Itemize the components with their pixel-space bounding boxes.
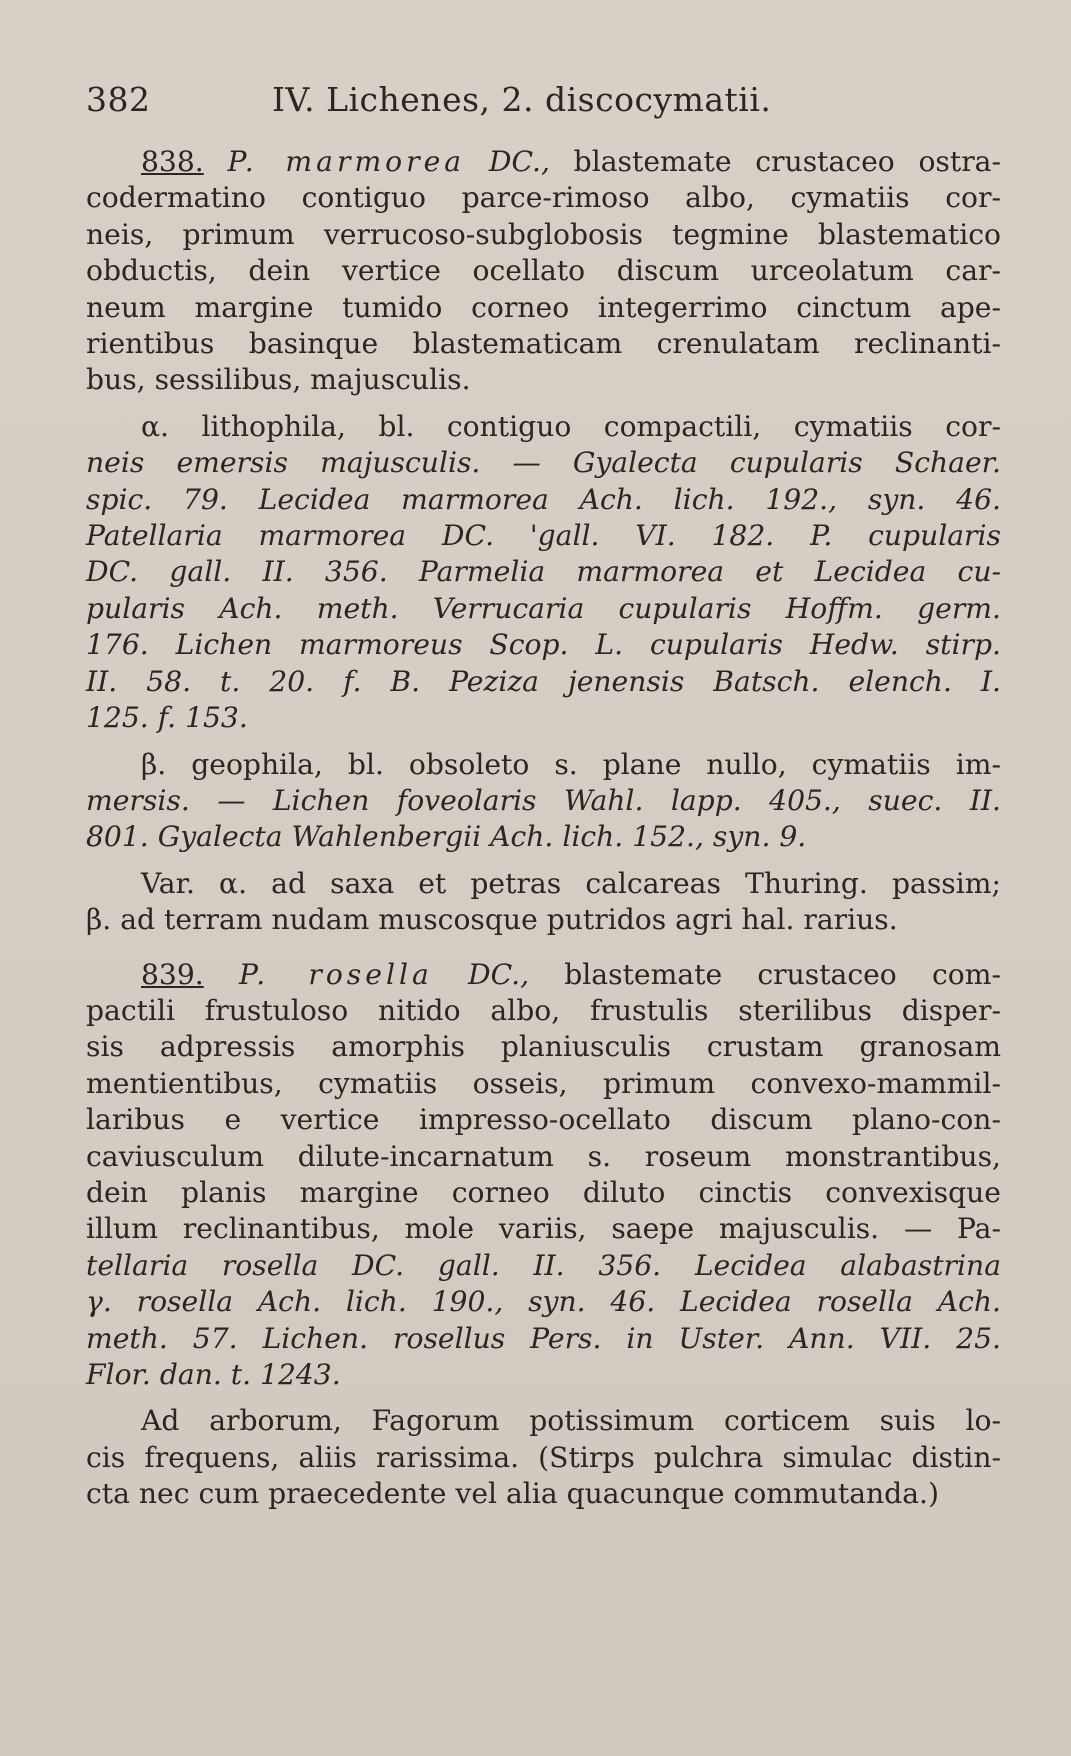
variety-alpha-line: spic. 79. Lecidea marmorea Ach. lich. 192., syn. 46.	[86, 482, 1001, 516]
variety-alpha	[86, 409, 1001, 737]
entry-839-line	[86, 957, 1001, 993]
running-title: IV. Lichenes, 2. discocymatii.	[272, 80, 772, 119]
habitat-838-line: β. ad terram nudam muscosque putridos agri hal. rarius.	[86, 903, 898, 937]
entry-839-text: blastemate crustaceo com-	[564, 957, 1001, 991]
entry-838-number: 838.	[141, 145, 204, 178]
running-head	[86, 80, 1001, 126]
entry-839	[86, 957, 1001, 1394]
entry-839-line: γ. rosella Ach. lich. 190., syn. 46. Lecidea rosella Ach.	[86, 1285, 1001, 1319]
habitat-839-line: cis frequens, aliis rarissima. (Stirps pulchra simulac distin-	[86, 1440, 1001, 1474]
entry-839-line: caviusculum dilute-incarnatum s. roseum monstrantibus,	[86, 1139, 1001, 1173]
entry-839-line: meth. 57. Lichen. rosellus Pers. in Uster. Ann. VII. 25.	[86, 1321, 1001, 1355]
entry-839-line: sis adpressis amorphis planiusculis crustam granosam	[86, 1030, 1001, 1064]
variety-alpha-line: 125. f. 153.	[86, 701, 248, 735]
entry-838-author: DC.,	[488, 145, 550, 178]
entry-838-text: blastemate crustaceo ostra-	[573, 145, 1002, 178]
entry-839-line: illum reclinantibus, mole variis, saepe majusculis. — Pa-	[86, 1212, 1001, 1246]
variety-alpha-line: pularis Ach. meth. Verrucaria cupularis Hoffm. germ.	[86, 591, 1001, 625]
page-number: 382	[86, 80, 151, 119]
entry-838-name: P. marmorea	[227, 145, 466, 178]
entry-838-line: bus, sessilibus, majusculis.	[86, 363, 471, 397]
entry-838-line: obductis, dein vertice ocellato discum urceolatum car-	[86, 254, 1001, 288]
variety-alpha-line: 176. Lichen marmoreus Scop. L. cupularis Hedw. stirp.	[86, 628, 1001, 662]
entry-838-line: codermatino contiguo parce-rimoso albo, cymatiis cor-	[86, 181, 1001, 215]
entry-839-number: 839.	[141, 957, 204, 991]
habitat-838-line: Var. α. ad saxa et petras calcareas Thuring. passim;	[141, 866, 1001, 900]
habitat-839-line: cta nec cum praecedente vel alia quacunque commutanda.)	[86, 1477, 939, 1511]
variety-alpha-line: Patellaria marmorea DC. 'gall. VI. 182. P. cupularis	[86, 519, 1001, 553]
habitat-839	[86, 1403, 1001, 1512]
entry-839-line: Flor. dan. t. 1243.	[86, 1358, 341, 1391]
entry-838-line: rientibus basinque blastematicam crenulatam reclinanti-	[86, 327, 1001, 361]
entry-839-line: mentientibus, cymatiis osseis, primum convexo-mammil-	[86, 1066, 1001, 1100]
habitat-838	[86, 866, 1001, 939]
entry-839-line: laribus e vertice impresso-ocellato discum plano-con-	[86, 1103, 1001, 1137]
variety-beta-line: mersis. — Lichen foveolaris Wahl. lapp. 405., suec. II.	[86, 783, 1001, 817]
entry-839-line: tellaria rosella DC. gall. II. 356. Lecidea alabastrina	[86, 1248, 1001, 1282]
entry-838	[86, 144, 1001, 399]
entry-839-author: DC.,	[467, 957, 530, 991]
entry-839-name: P. rosella	[238, 957, 433, 991]
variety-alpha-line: DC. gall. II. 356. Parmelia marmorea et Lecidea cu-	[86, 555, 1001, 589]
entry-839-line: pactili frustuloso nitido albo, frustulis sterilibus disper-	[86, 993, 1001, 1027]
variety-alpha-line: II. 58. t. 20. f. B. Peziza jenensis Batsch. elench. I.	[86, 664, 1001, 698]
variety-alpha-line: α. lithophila, bl. contiguo compactili, cymatiis cor-	[141, 409, 1001, 443]
variety-beta	[86, 747, 1001, 856]
entry-838-line: neum margine tumido corneo integerrimo cinctum ape-	[86, 290, 1001, 324]
habitat-839-line: Ad arborum, Fagorum potissimum corticem suis lo-	[141, 1404, 1001, 1438]
variety-beta-line: 801. Gyalecta Wahlenbergii Ach. lich. 152., syn. 9.	[86, 820, 807, 854]
entry-838-line	[86, 144, 1001, 180]
entry-839-line: dein planis margine corneo diluto cinctis convexisque	[86, 1175, 1001, 1209]
variety-beta-line: β. geophila, bl. obsoleto s. plane nullo, cymatiis im-	[141, 747, 1001, 781]
variety-alpha-line: neis emersis majusculis. — Gyalecta cupularis Schaer.	[86, 446, 1001, 480]
entry-838-line: neis, primum verrucoso-subglobosis tegmine blastematico	[86, 217, 1001, 251]
